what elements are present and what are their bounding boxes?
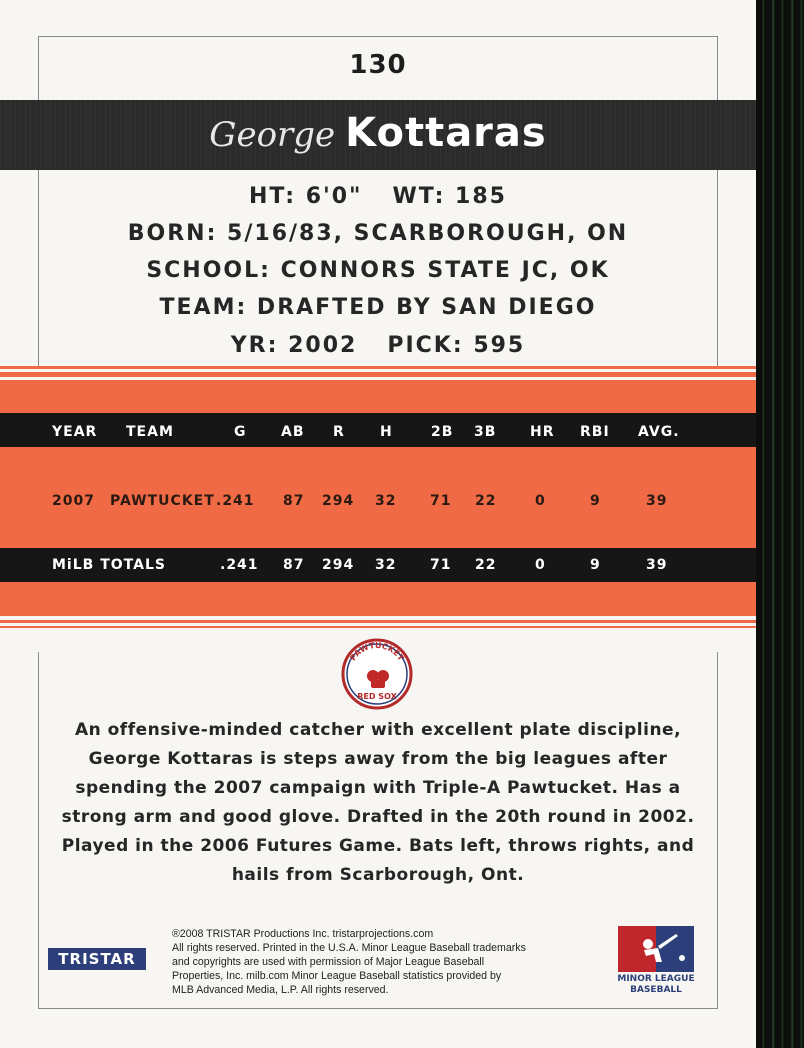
logo-top-text: PAWTUCKET bbox=[348, 640, 406, 663]
legal-line: MLB Advanced Media, L.P. All rights reserved. bbox=[172, 984, 389, 996]
totals-3b: 22 bbox=[475, 557, 497, 573]
totals-r: 294 bbox=[322, 557, 355, 573]
legal-text bbox=[172, 927, 612, 997]
totals-label: MiLB TOTALS bbox=[52, 557, 166, 573]
milb-logo-text bbox=[608, 974, 704, 996]
legal-line: and copyrights are used with permission of Major League Baseball bbox=[172, 956, 485, 968]
player-description bbox=[40, 716, 716, 890]
wt-value: 185 bbox=[455, 184, 507, 209]
row-h: 32 bbox=[375, 493, 397, 509]
description-line: hails from Scarborough, Ont. bbox=[231, 865, 525, 885]
header-3b: 3B bbox=[474, 424, 497, 440]
header-avg: AVG. bbox=[638, 424, 680, 440]
description-line: Played in the 2006 Futures Game. Bats left, throws rights, and bbox=[61, 836, 695, 856]
stripe-top bbox=[0, 372, 756, 377]
bio-team: TEAM: DRAFTED BY SAN DIEGO bbox=[159, 295, 597, 320]
row-avg: 39 bbox=[646, 493, 668, 509]
player-first-name: George bbox=[209, 115, 336, 155]
description-line: An offensive-minded catcher with excellent plate discipline, bbox=[74, 720, 682, 740]
legal-line: All rights reserved. Printed in the U.S.A. Minor League Baseball trademarks bbox=[172, 942, 526, 954]
row-r: 294 bbox=[322, 493, 355, 509]
row-year: 2007 bbox=[52, 493, 95, 509]
ht-label: HT: bbox=[249, 184, 297, 209]
row-team: PAWTUCKET bbox=[110, 493, 215, 509]
milb-line1: MINOR LEAGUE bbox=[617, 974, 695, 984]
stripe-bottom bbox=[0, 620, 756, 623]
milb-logo-icon bbox=[618, 926, 694, 972]
stripe-top-thin bbox=[0, 366, 756, 369]
header-team: TEAM bbox=[126, 424, 174, 440]
totals-ab: 87 bbox=[283, 557, 305, 573]
header-rbi: RBI bbox=[580, 424, 610, 440]
pawtucket-red-sox-logo bbox=[337, 636, 417, 710]
row-rbi: 9 bbox=[590, 493, 601, 509]
player-last-name: Kottaras bbox=[345, 110, 547, 156]
header-hr: HR bbox=[530, 424, 555, 440]
yr-value: 2002 bbox=[288, 333, 358, 358]
totals-2b: 71 bbox=[430, 557, 452, 573]
header-ab: AB bbox=[281, 424, 305, 440]
milb-line2: BASEBALL bbox=[630, 985, 682, 995]
tristar-logo: TRISTAR bbox=[48, 948, 146, 970]
card-number: 130 bbox=[349, 50, 407, 80]
legal-line: ®2008 TRISTAR Productions Inc. tristarprojections.com bbox=[172, 928, 434, 940]
totals-rbi: 9 bbox=[590, 557, 601, 573]
wt-label: WT: bbox=[392, 184, 446, 209]
totals-avg: 39 bbox=[646, 557, 668, 573]
header-g: G bbox=[234, 424, 247, 440]
legal-line: Properties, Inc. milb.com Minor League Baseball statistics provided by bbox=[172, 970, 502, 982]
header-2b: 2B bbox=[431, 424, 454, 440]
bio-height-weight bbox=[0, 184, 756, 209]
totals-hr: 0 bbox=[535, 557, 546, 573]
row-ab: 87 bbox=[283, 493, 305, 509]
totals-g: .241 bbox=[220, 557, 259, 573]
header-year: YEAR bbox=[52, 424, 98, 440]
scan-edge bbox=[756, 0, 804, 1048]
row-3b: 22 bbox=[475, 493, 497, 509]
stripe-bottom-thin bbox=[0, 626, 756, 628]
bio-born: BORN: 5/16/83, SCARBOROUGH, ON bbox=[127, 221, 629, 246]
bio-school: SCHOOL: CONNORS STATE JC, OK bbox=[146, 258, 610, 283]
player-name bbox=[0, 110, 756, 156]
row-g: .241 bbox=[216, 493, 255, 509]
row-hr: 0 bbox=[535, 493, 546, 509]
row-2b: 71 bbox=[430, 493, 452, 509]
description-line: George Kottaras is steps away from the big leagues after bbox=[88, 749, 668, 769]
totals-h: 32 bbox=[375, 557, 397, 573]
yr-label: YR: bbox=[230, 333, 279, 358]
description-line: spending the 2007 campaign with Triple-A Pawtucket. Has a bbox=[75, 778, 681, 798]
logo-bottom-text: RED SOX bbox=[357, 692, 397, 701]
ht-value: 6'0" bbox=[305, 184, 363, 209]
bio-draft bbox=[0, 333, 756, 358]
header-h: H bbox=[380, 424, 393, 440]
header-r: R bbox=[333, 424, 345, 440]
description-line: strong arm and good glove. Drafted in the 20th round in 2002. bbox=[61, 807, 695, 827]
pick-value: 595 bbox=[473, 333, 526, 358]
pick-label: PICK: bbox=[387, 333, 464, 358]
